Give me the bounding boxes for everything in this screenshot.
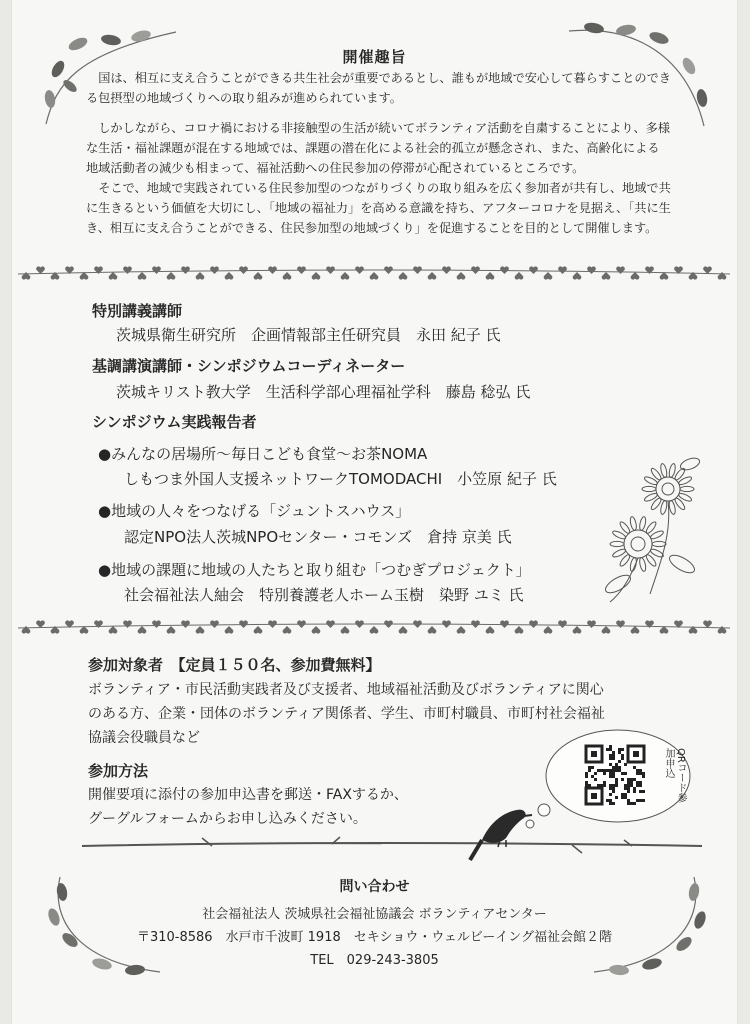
qr-cell: [636, 772, 639, 775]
heart-ornament: [355, 620, 364, 628]
qr-cell: [630, 778, 633, 781]
qr-cell: [609, 757, 612, 760]
heart-ornament: [123, 266, 132, 274]
heart-ornament: [718, 272, 727, 280]
purpose-paragraph: 国は、相互に支え合うことができる共生社会が重要であるとし、誰もが地域で安心して暮らすことのできる包摂型の地域づくりへの取り組みが進められています。: [86, 71, 671, 105]
special-lecture-speaker: 茨城県衛生研究所 企画情報部主任研究員 永田 紀子 氏: [116, 326, 501, 344]
heart-ornament: [515, 626, 524, 634]
heart-ornament: [384, 620, 393, 628]
heart-ornament: [500, 266, 509, 274]
qr-cell: [612, 790, 615, 793]
heart-ornament: [587, 620, 596, 628]
method-line: 開催要項に添付の参加申込書を郵送・FAXするか、: [88, 787, 408, 803]
heart-ornament: [341, 272, 350, 280]
heart-ornament: [486, 272, 495, 280]
sunflower-petal: [639, 557, 647, 572]
purpose-paragraph: そこで、地域で実践されている住民参加型のつながりづくりの取り組みを広く参加者が共有し、地域で共に生きるという価値を大切にし、「地域の福祉力」を高める意識を持ち、アフターコロナを見据え、「共に生き、相互に支え合うことができる、住民参加型の地域づくり」を促進することを目的として開催します。: [86, 181, 671, 235]
qr-label: QRコード参加申込: [663, 748, 686, 803]
heart-ornament: [138, 272, 147, 280]
sunflower-petal: [642, 486, 656, 491]
qr-cell: [603, 769, 606, 772]
heart-ornament: [457, 272, 466, 280]
sunflower-petal: [610, 541, 624, 546]
qr-cell: [618, 760, 621, 763]
heart-ornament: [616, 266, 625, 274]
qr-cell: [636, 784, 639, 787]
heart-ornament: [442, 266, 451, 274]
heart-ornament: [370, 626, 379, 634]
qr-cell: [606, 769, 609, 772]
target-line: ボランティア・市民活動実践者及び支援者、地域福祉活動及びボランティアに関心: [88, 682, 604, 698]
heart-ornament: [181, 266, 190, 274]
sunflower-petal: [643, 492, 658, 503]
contact-heading: 問い合わせ: [339, 879, 410, 895]
qr-code-icon[interactable]: [584, 744, 646, 806]
heart-border-icon: [12, 616, 737, 640]
qr-cell: [585, 775, 588, 778]
qr-cell: [615, 796, 618, 799]
heart-ornament: [210, 266, 219, 274]
heart-ornament: [254, 272, 263, 280]
qr-cell: [609, 769, 612, 772]
heart-ornament: [312, 626, 321, 634]
qr-cell: [624, 793, 627, 796]
qr-cell: [639, 784, 642, 787]
qr-cell: [639, 790, 642, 793]
qr-cell: [642, 790, 645, 793]
heart-ornament: [225, 626, 234, 634]
qr-cell: [627, 787, 630, 790]
qr-cell: [594, 778, 597, 781]
method-heading: 参加方法: [88, 762, 149, 780]
heart-ornament: [428, 626, 437, 634]
heart-ornament: [471, 620, 480, 628]
purpose-paragraph: しかしながら、コロナ禍における非接触型の生活が続いてボランティア活動を自粛することにより、多様な生活・福祉課題が混在する地域では、課題の潜在化による社会的孤立が懸念され、また、高齢化による地域活動者の減少も相まって、福祉活動への住民参加の停滞が心配されているところです。: [86, 121, 671, 175]
qr-cell: [642, 775, 645, 778]
qr-cell: [621, 796, 624, 799]
heart-ornament: [196, 272, 205, 280]
special-lecture-heading: 特別講義講師: [92, 302, 183, 320]
qr-cell: [630, 781, 633, 784]
qr-cell: [633, 766, 636, 769]
qr-cell: [609, 763, 612, 766]
qr-cell: [594, 772, 597, 775]
heart-ornament: [268, 266, 277, 274]
heart-ornament: [312, 272, 321, 280]
qr-cell: [639, 769, 642, 772]
symposium-heading: シンポジウム実践報告者: [92, 413, 257, 431]
bird-icon: [12, 800, 737, 870]
heart-ornament: [167, 626, 176, 634]
qr-cell: [618, 766, 621, 769]
heart-ornament: [254, 626, 263, 634]
heart-ornament: [22, 626, 31, 634]
heart-ornament: [529, 620, 538, 628]
qr-cell: [618, 748, 621, 751]
qr-cell: [630, 784, 633, 787]
qr-cell: [609, 772, 612, 775]
report-title: ●地域の人々をつなげる「ジュントスハウス」: [98, 502, 411, 520]
heart-border-icon: [12, 262, 737, 286]
qr-cell: [642, 772, 645, 775]
heart-ornament: [239, 620, 248, 628]
heart-ornament: [616, 620, 625, 628]
heart-ornament: [428, 272, 437, 280]
heart-ornament: [573, 272, 582, 280]
contact-org: 社会福祉法人 茨城県社会福祉協議会 ボランティアセンター: [202, 907, 547, 922]
heart-ornament: [399, 626, 408, 634]
qr-cell: [609, 784, 612, 787]
heart-ornament: [384, 266, 393, 274]
contact-tel: TEL 029-243-3805: [310, 953, 439, 968]
qr-cell: [612, 787, 615, 790]
heart-ornament: [152, 620, 161, 628]
heart-ornament: [268, 620, 277, 628]
heart-ornament: [297, 620, 306, 628]
heart-ornament: [703, 266, 712, 274]
heart-ornament: [471, 266, 480, 274]
purpose-title: 開催趣旨: [342, 48, 407, 66]
keynote-speaker: 茨城キリスト教大学 生活科学部心理福祉学科 藤島 稔弘 氏: [116, 383, 531, 401]
heart-ornament: [283, 272, 292, 280]
qr-cell: [621, 754, 624, 757]
report-speaker: しもつま外国人支援ネットワークTOMODACHI 小笠原 紀子 氏: [124, 470, 557, 488]
qr-cell: [597, 769, 600, 772]
qr-cell: [633, 778, 636, 781]
qr-cell: [618, 751, 621, 754]
qr-cell: [624, 796, 627, 799]
qr-cell: [615, 778, 618, 781]
qr-cell: [627, 781, 630, 784]
qr-cell: [627, 784, 630, 787]
heart-ornament: [442, 620, 451, 628]
flyer-page: [12, 0, 737, 1024]
heart-ornament: [152, 266, 161, 274]
heart-ornament: [703, 620, 712, 628]
heart-ornament: [283, 626, 292, 634]
qr-cell: [636, 781, 639, 784]
qr-cell: [639, 772, 642, 775]
heart-ornament: [718, 626, 727, 634]
qr-cell: [615, 784, 618, 787]
heart-ornament: [602, 272, 611, 280]
heart-ornament: [36, 266, 45, 274]
keynote-heading: 基調講演講師・シンポジウムコーディネーター: [92, 357, 406, 375]
qr-cell: [618, 769, 621, 772]
heart-ornament: [515, 272, 524, 280]
heart-ornament: [573, 626, 582, 634]
heart-ornament: [326, 620, 335, 628]
qr-cell: [615, 766, 618, 769]
qr-cell: [612, 769, 615, 772]
qr-cell: [609, 793, 612, 796]
qr-cell: [591, 775, 594, 778]
heart-ornament: [123, 620, 132, 628]
qr-cell: [603, 772, 606, 775]
report-title: ●みんなの居場所～毎日こども食堂～お茶NOMA: [98, 445, 428, 463]
heart-ornament: [399, 272, 408, 280]
qr-cell: [591, 766, 594, 769]
qr-cell: [609, 775, 612, 778]
target-line: 協議会役職員など: [88, 730, 200, 746]
heart-ornament: [326, 266, 335, 274]
sunflower-petal: [678, 475, 693, 486]
qr-cell: [621, 772, 624, 775]
target-line: のある方、企業・団体のボランティア関係者、学生、市町村職員、市町村社会福祉: [88, 706, 605, 722]
qr-cell: [612, 784, 615, 787]
heart-ornament: [341, 626, 350, 634]
qr-cell: [624, 784, 627, 787]
heart-ornament: [22, 272, 31, 280]
qr-cell: [603, 781, 606, 784]
heart-ornament: [587, 266, 596, 274]
qr-cell: [633, 787, 636, 790]
heart-ornament: [181, 620, 190, 628]
qr-cell: [621, 757, 624, 760]
sunflower-petal: [629, 516, 637, 531]
heart-ornament: [36, 620, 45, 628]
heart-ornament: [413, 620, 422, 628]
heart-ornament: [297, 266, 306, 274]
heart-ornament: [500, 620, 509, 628]
heart-ornament: [544, 272, 553, 280]
qr-cell: [615, 769, 618, 772]
qr-cell: [612, 775, 615, 778]
heart-ornament: [370, 272, 379, 280]
sunflower-petal: [668, 463, 676, 478]
heart-ornament: [544, 626, 553, 634]
report-speaker: 社会福祉法人紬会 特別養護老人ホーム玉樹 染野 ユミ 氏: [124, 586, 524, 604]
heart-ornament: [167, 272, 176, 280]
qr-cell: [609, 748, 612, 751]
heart-ornament: [239, 266, 248, 274]
qr-cell: [621, 778, 624, 781]
heart-ornament: [457, 626, 466, 634]
heart-ornament: [196, 626, 205, 634]
qr-cell: [627, 790, 630, 793]
qr-cell: [633, 790, 636, 793]
sunflower-icon: [590, 444, 720, 604]
method-line: グーグルフォームからお申し込みください。: [88, 811, 367, 827]
contact-address: 〒310-8586 水戸市千波町 1918 セキショウ・ウェルビーイング福祉会館２階: [136, 930, 613, 945]
qr-cell: [612, 766, 615, 769]
qr-cell: [612, 754, 615, 757]
qr-cell: [621, 748, 624, 751]
target-heading: 参加対象者 【定員１５０名、参加費無料】: [88, 656, 381, 674]
qr-cell: [615, 781, 618, 784]
qr-cell: [609, 745, 612, 748]
sunflower-petal: [668, 500, 676, 515]
heart-ornament: [529, 266, 538, 274]
qr-cell: [585, 781, 588, 784]
heart-ornament: [602, 626, 611, 634]
heart-ornament: [109, 272, 118, 280]
sunflower-petal: [639, 516, 647, 531]
heart-ornament: [109, 626, 118, 634]
heart-ornament: [210, 620, 219, 628]
heart-ornament: [138, 626, 147, 634]
heart-ornament: [631, 272, 640, 280]
heart-ornament: [413, 266, 422, 274]
heart-ornament: [225, 272, 234, 280]
qr-cell: [588, 766, 591, 769]
qr-cell: [627, 778, 630, 781]
qr-cell: [636, 769, 639, 772]
sunflower-petal: [660, 463, 668, 478]
qr-cell: [612, 757, 615, 760]
qr-cell: [624, 772, 627, 775]
qr-cell: [600, 769, 603, 772]
heart-ornament: [558, 266, 567, 274]
qr-cell: [585, 772, 588, 775]
qr-cell: [624, 787, 627, 790]
sunflower-petal: [680, 486, 694, 491]
qr-cell: [615, 763, 618, 766]
heart-ornament: [631, 626, 640, 634]
heart-ornament: [558, 620, 567, 628]
heart-ornament: [355, 266, 364, 274]
sunflower-petal: [678, 492, 693, 503]
qr-cell: [639, 781, 642, 784]
qr-cell: [612, 772, 615, 775]
qr-cell: [609, 787, 612, 790]
sunflower-petal: [660, 500, 668, 515]
report-title: ●地域の課題に地域の人たちと取り組む「つむぎプロジェクト」: [98, 561, 531, 579]
report-speaker: 認定NPO法人茨城NPOセンター・コモンズ 倉持 京美 氏: [124, 528, 512, 546]
qr-cell: [609, 754, 612, 757]
qr-cell: [621, 793, 624, 796]
sunflower-petal: [643, 475, 658, 486]
qr-cell: [612, 751, 615, 754]
qr-cell: [606, 748, 609, 751]
qr-cell: [588, 769, 591, 772]
heart-ornament: [486, 626, 495, 634]
sunflower-petal: [652, 541, 666, 546]
